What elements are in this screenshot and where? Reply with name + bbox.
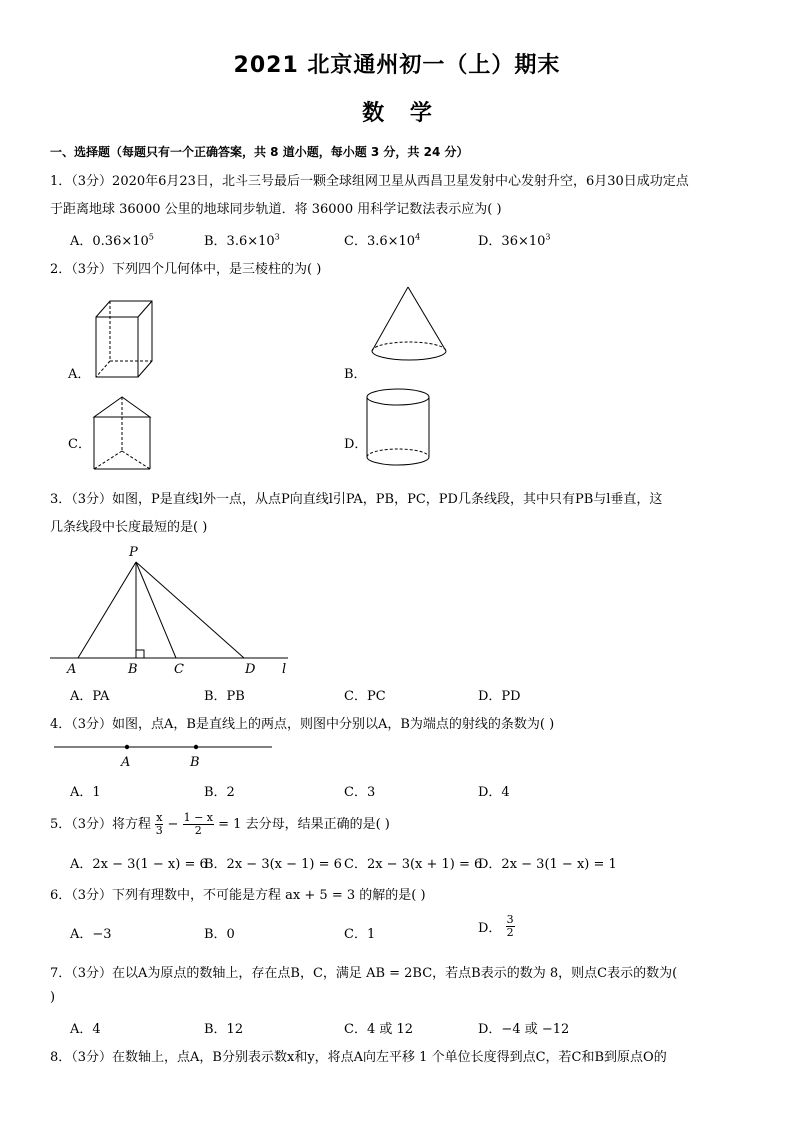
rectangular-prism-figure <box>88 295 158 385</box>
q1-text-line1: 1．（3分）2020年6月23日，北斗三号最后一颗全球组网卫星从西昌卫星发射中心发射升空，6月30日成功定点 <box>50 174 689 189</box>
page-title: 2021 北京通州初一（上）期末 <box>233 53 561 78</box>
label-d: D <box>245 662 256 677</box>
q7-option-a: A．4 <box>70 1022 101 1037</box>
q6-option-a: A．−3 <box>70 927 112 942</box>
triangular-prism-figure <box>88 393 158 473</box>
label-c: C <box>174 662 184 677</box>
q2-option-a: A． <box>68 367 91 382</box>
perpendicular-lines-figure <box>48 542 298 678</box>
section-heading: 一、选择题（每题只有一个正确答案，共 8 道小题，每小题 3 分，共 24 分） <box>50 145 469 159</box>
q2-option-d: D． <box>344 437 368 452</box>
q8-text: 8．（3分）在数轴上，点A，B分别表示数x和y，将点A向左平移 1 个单位长度得到点C，若C和B到原点O的 <box>50 1050 667 1065</box>
q4-option-b: B．2 <box>204 785 235 800</box>
q3-text-line2: 几条线段中长度最短的是( ) <box>50 520 208 535</box>
q5-option-b: B．2x − 3(x − 1) = 6 <box>204 857 342 872</box>
line-with-points-figure <box>52 737 277 769</box>
cone-figure <box>364 283 454 373</box>
q5-text: 5．（3分）将方程 $\frac{x}{3}$ − $\frac{1 - x}{2}$ = 1 去分母，结果正确的是( ) <box>50 811 390 837</box>
cylinder-figure <box>364 385 436 475</box>
q2-option-b: B． <box>344 367 367 382</box>
q3-option-a: A．PA <box>70 689 110 704</box>
q6-option-d: D． $\frac{3}{2}$ <box>478 913 514 939</box>
q1-option-a: A．$0.36\times 10^5$ <box>70 232 154 249</box>
q4-text: 4．（3分）如图，点A，B是直线上的两点，则图中分别以A，B为端点的射线的条数为( ) <box>50 717 555 732</box>
q6-text: 6．（3分）下列有理数中，不可能是方程 ax + 5 = 3 的解的是( ) <box>50 888 426 903</box>
q3-option-c: C．PC <box>344 689 386 704</box>
fraction-3-over-2: $\frac{3}{2}$ <box>506 913 514 939</box>
label-l: l <box>282 662 287 677</box>
q7-text-line1: 7．（3分）在以A为原点的数轴上，存在点B，C，满足 AB = 2BC，若点B表示的数为 8，则点C表示的数为( <box>50 966 678 981</box>
q7-option-c: C．4 或 12 <box>344 1022 414 1037</box>
q7-text-line2: ) <box>50 990 56 1005</box>
q7-option-d: D．−4 或 −12 <box>478 1022 570 1037</box>
q4-option-a: A．1 <box>70 785 101 800</box>
q3-option-d: D．PD <box>478 689 521 704</box>
q5-option-d: D．2x − 3(1 − x) = 1 <box>478 857 617 872</box>
q4-option-c: C．3 <box>344 785 376 800</box>
q5-option-a: A．2x − 3(1 − x) = 6 <box>70 857 208 872</box>
q6-option-c: C．1 <box>344 927 376 942</box>
q5-option-c: C．2x − 3(x + 1) = 6 <box>344 857 483 872</box>
fraction-1-minus-x-over-2: $\frac{1 - x}{2}$ <box>183 811 214 837</box>
q7-option-b: B．12 <box>204 1022 244 1037</box>
q4-option-d: D．4 <box>478 785 510 800</box>
q2-text: 2．（3分）下列四个几何体中，是三棱柱的为( ) <box>50 262 322 277</box>
q3-option-b: B．PB <box>204 689 245 704</box>
q2-option-c: C． <box>68 437 91 452</box>
q1-text-line2: 于距离地球 36000 公里的地球同步轨道．将 36000 用科学记数法表示应为( ) <box>50 202 502 217</box>
label-b: B <box>128 662 138 677</box>
label-p: P <box>129 545 138 560</box>
label-a: A <box>121 755 131 769</box>
q1-option-b: B．$3.6\times 10^3$ <box>204 232 280 249</box>
label-b: B <box>190 755 200 769</box>
subject-title: 数 学 <box>362 101 432 126</box>
label-a: A <box>67 662 77 677</box>
q1-option-d: D．$36\times 10^3$ <box>478 232 551 249</box>
q6-option-b: B．0 <box>204 927 235 942</box>
q3-text-line1: 3．（3分）如图，P是直线l外一点，从点P向直线l引PA，PB，PC，PD几条线段，其中只有PB与l垂直，这 <box>50 492 663 507</box>
q1-option-c: C．$3.6\times 10^4$ <box>344 232 421 249</box>
fraction-x-over-3: $\frac{x}{3}$ <box>155 811 163 837</box>
